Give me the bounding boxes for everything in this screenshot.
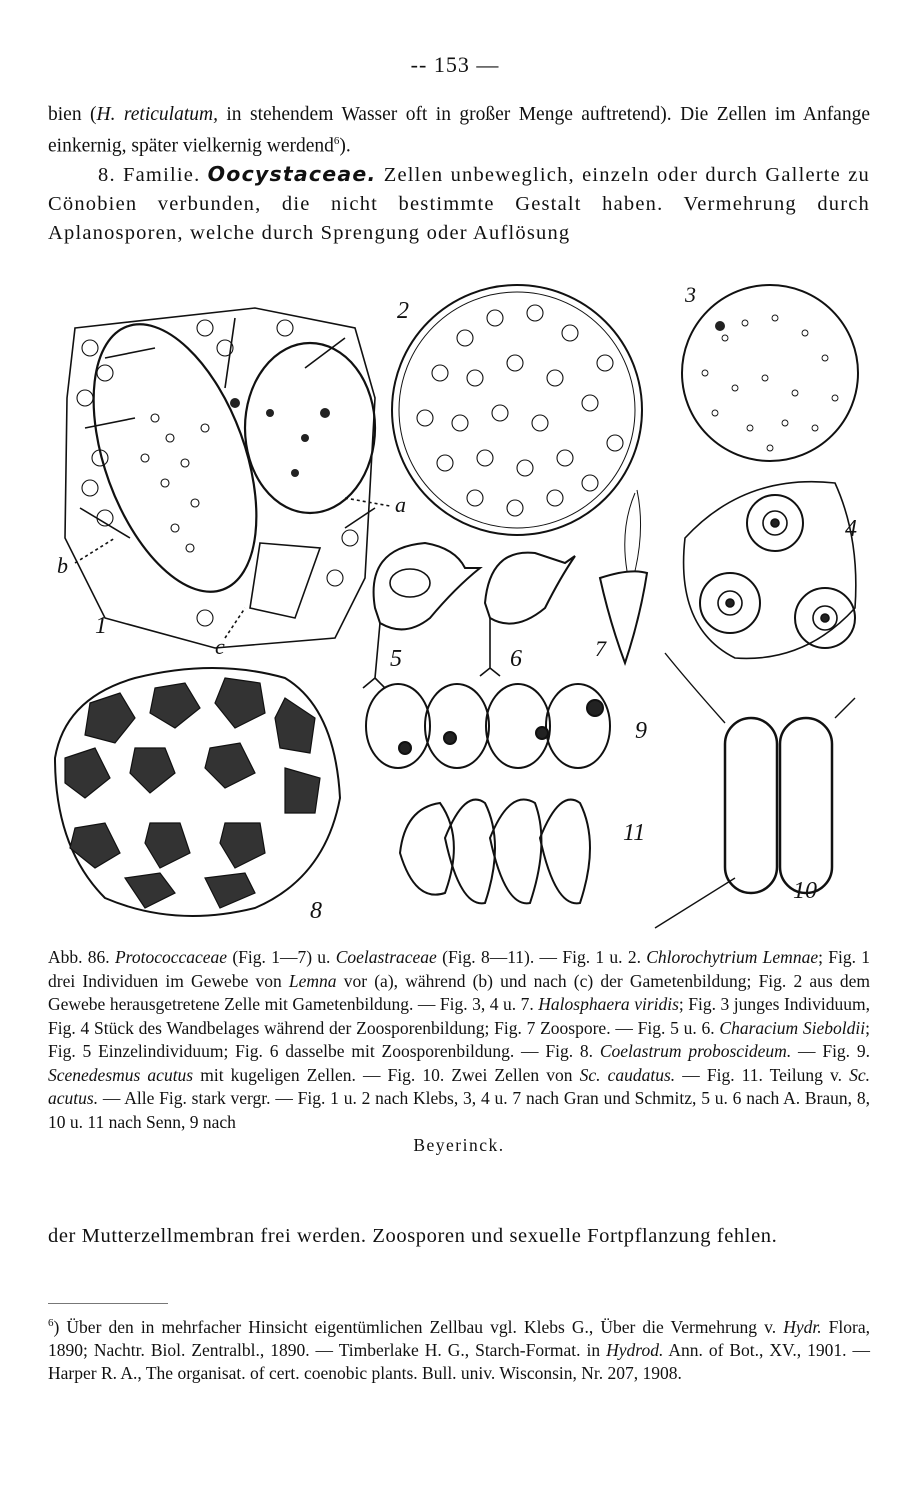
fig-label-3: 3 [685, 282, 696, 307]
family-title: Oocystaceae. [207, 162, 377, 186]
fig-label-a: a [395, 492, 406, 517]
fig6-characium-drawing [480, 553, 575, 676]
fig5-characium-drawing [363, 543, 480, 688]
fig-label-7: 7 [595, 636, 606, 661]
footnote-separator [48, 1303, 168, 1304]
fig2-cell-drawing [392, 285, 642, 535]
figure-caption: Abb. 86. Protococcaceae (Fig. 1—7) u. Coelastraceae (Fig. 8—11). — Fig. 1 u. 2. Chlorochytrium Lemnae; Fig. 1 drei Individuen im Gewebe von Lemna vor (a), während (b) und nach (c) der Gametenbildung; Fig. 2 aus dem Gewebe herausgetretene Zelle mit Gametenbildung. — Fig. 3, 4 u. 7. Halosphaera viridis; Fig. 3 junges Individuum, Fig. 4 Stück des Wandbelages während der Zoosporenbildung; Fig. 7 Zoospore. — Fig. 5 u. 6. Characium Sieboldii; Fig. 5 Einzelindividuum; Fig. 6 dasselbe mit Zoosporenbildung. — Fig. 8. Coelastrum proboscideum. — Fig. 9. Scenedesmus acutus mit kugeligen Zellen. — Fig. 10. Zwei Zellen von Sc. caudatus. — Fig. 11. Teilung v. Sc. acutus. — Alle Fig. stark vergr. — Fig. 1 u. 2 nach Klebs, 3, 4 u. 7 nach Gran und Schmitz, 5 u. 6 nach A. Braun, 8, 10 u. 11 nach Senn, 9 nach Beyerinck. [48, 946, 870, 1158]
footnote: $^6$) Über den in mehrfacher Hinsicht eigentümlichen Zellbau vgl. Klebs G., Über die Vermehrung v. Hydr. Flora, 1890; Nachtr. Biol. Zentralbl., 1890. — Timberlake H. G., Starch-Format. in Hydrod. Ann. of Bot., XV., 1901. — Harper R. A., The organisat. of cert. coenobic plants. Bull. univ. Wisconsin, Nr. 207, 1908. [48, 1316, 870, 1383]
page-number: -- 153 — [410, 52, 500, 77]
top-paragraph: bien (H. reticulatum, in stehendem Wasser oft in großer Menge auftretend). Die Zellen im Anfange einkernig, später vielkernig werdend$^6$). [48, 104, 870, 157]
fig-label-1: 1 [95, 613, 107, 639]
fig-label-8: 8 [310, 898, 322, 924]
footnote-mark: 6 [48, 1317, 54, 1329]
fig-label-c: c [215, 634, 225, 659]
fig9-scenedesmus-drawing [366, 684, 610, 768]
fig4-wall-drawing [684, 482, 856, 659]
fig-label-b: b [57, 553, 68, 578]
fig-label-10: 10 [793, 878, 817, 904]
fig1-tissue-drawing [61, 303, 390, 648]
continuation-paragraph: der Mutterzellmembran frei werden. Zoosporen und sexuelle Fortpflanzung fehlen. [48, 1225, 778, 1247]
fig3-cell-drawing [682, 285, 858, 461]
caption-last-line: Beyerinck. [413, 1135, 505, 1155]
fig-label-2: 2 [397, 298, 409, 324]
fig-label-6: 6 [510, 646, 522, 672]
fig-label-5: 5 [390, 646, 402, 672]
fig10-caudatus-drawing [655, 653, 855, 928]
footnote-reference[interactable]: 6 [333, 135, 340, 147]
fig7-zoospore-drawing [600, 490, 647, 663]
fig8-coelastrum-drawing [55, 668, 340, 916]
fig11-division-drawing [400, 800, 590, 904]
family-number: 8. Familie. [98, 164, 201, 186]
fig-label-9: 9 [635, 718, 647, 744]
family-description: Zellen unbeweglich, einzeln oder durch Gallerte zu Cönobien verbunden, die nicht bestimmte Gestalt haben. Vermehrung durch Aplanosporen, welche durch Sprengung oder Auflösung [48, 164, 870, 244]
fig-label-4: 4 [845, 516, 857, 542]
family-paragraph [48, 160, 870, 248]
botanical-figure [45, 278, 875, 938]
fig-label-11: 11 [623, 820, 646, 846]
